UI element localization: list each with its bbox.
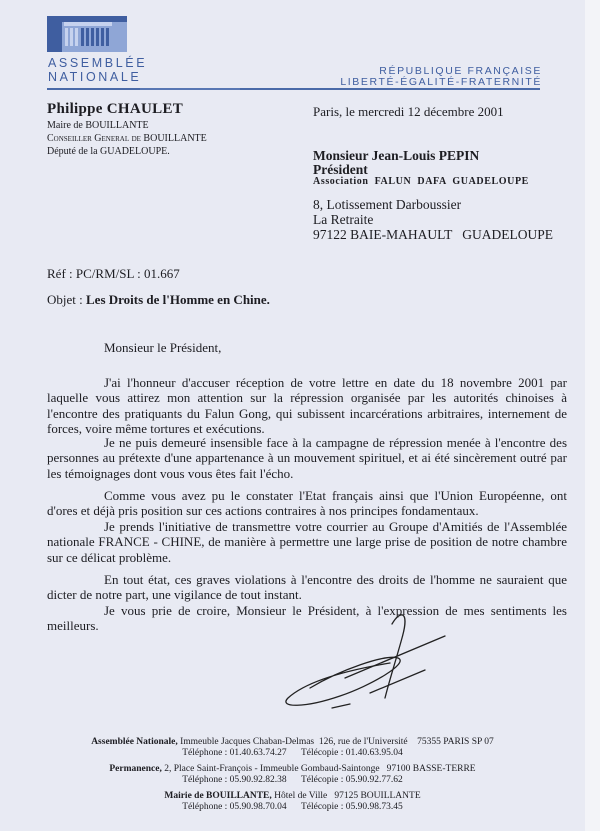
footer-address: Hôtel de Ville 97125 BOUILLANTE (271, 791, 421, 801)
recipient-address-1: 8, Lotissement Darboussier (313, 197, 462, 212)
footer-label: Mairie de BOUILLANTE, (164, 791, 272, 801)
sender-name: Philippe CHAULET (47, 101, 184, 117)
footer-label: Assemblée Nationale, (91, 737, 178, 747)
page-edge (585, 0, 600, 831)
handwritten-signature (250, 608, 470, 718)
header-rule-right (340, 88, 540, 90)
salutation: Monsieur le Président, (104, 340, 222, 355)
logo-text-line2: NATIONALE (48, 70, 142, 84)
paragraph-4: Je prends l'initiative de transmettre votre courrier au Groupe d'Amitiés de l'Assemblée nationale FRANCE - CHINE, de manière à permettre une large prise de position de notre chambre sur ce délicat problème. (47, 519, 567, 565)
footer-phone: Téléphone : 01.40.63.74.27 (182, 748, 287, 758)
paragraph-6: Je vous prie de croire, Monsieur le Président, à l'expression de mes sentiments les meilleurs. (47, 603, 567, 634)
footer-phone: Téléphone : 05.90.92.82.38 (182, 775, 287, 785)
footer-fax: Télécopie : 01.40.63.95.04 (300, 748, 403, 758)
republique-francaise: RÉPUBLIQUE FRANÇAISE (379, 65, 542, 77)
footer-assemblee (0, 737, 585, 759)
paragraph-1: J'ai l'honneur d'accuser réception de votre lettre en date du 18 novembre 2001 par laquelle vous attirez mon attention sur la répression organisée par les autorités chinoises à l'encontre des pratiquants du Falun Gong, qui subissent incarcérations arbitraires, internement de forces, voire même tortures et exécutions. (47, 375, 567, 437)
sender-title-2: Conseiller General de BOUILLANTE (47, 133, 207, 144)
recipient-association: Association FALUN DAFA GUADELOUPE (313, 176, 529, 187)
subject: Les Droits de l'Homme en Chine. (86, 292, 270, 307)
footer-address: 2, Place Saint-François - Immeuble Gombaud-Saintonge 97100 BASSE-TERRE (161, 764, 476, 774)
recipient-address-3: 97122 BAIE-MAHAULT GUADELOUPE (313, 227, 553, 242)
footer-permanence (0, 764, 585, 786)
footer-phone: Téléphone : 05.90.98.70.04 (182, 802, 287, 812)
paragraph-5: En tout état, ces graves violations à l'encontre des droits de l'homme ne sauraient que dicter de notre part, une vigilance de tout instant. (47, 572, 567, 603)
reference: Réf : PC/RM/SL : 01.667 (47, 266, 180, 281)
footer-fax: Télécopie : 05.90.92.77.62 (300, 775, 403, 785)
sender-title-1: Maire de BOUILLANTE (47, 120, 149, 131)
subject-line (47, 292, 270, 308)
date-line: Paris, le mercredi 12 décembre 2001 (313, 104, 504, 119)
header-rule-mid2 (240, 88, 340, 90)
footer-address: Immeuble Jacques Chaban-Delmas 126, rue de l'Université 75355 PARIS SP 07 (177, 737, 494, 747)
footer-mairie (0, 791, 585, 813)
logo-text-line1: ASSEMBLÉE (48, 56, 148, 70)
paragraph-2: Je ne puis demeuré insensible face à la campagne de répression menée à l'encontre des personnes au prétexte d'une appartenance à un mouvement spirituel, et ai été sincèrement outré par les témoignages dont vous vous êtes fait l'écho. (47, 435, 567, 481)
paragraph-3: Comme vous avez pu le constater l'Etat français ainsi que l'Union Européenne, ont d'ores et déjà pris position sur ces actions contraires à nos principes fondamentaux. (47, 488, 567, 519)
recipient-address-2: La Retraite (313, 212, 374, 227)
footer-fax: Télécopie : 05.90.98.73.45 (300, 802, 403, 812)
recipient-name: Monsieur Jean-Louis PEPIN (313, 148, 480, 163)
recipient-title: Président (313, 162, 368, 177)
sender-title-3: Député de la GUADELOUPE. (47, 146, 170, 157)
liberte-egalite-fraternite: LIBERTÉ-ÉGALITÉ-FRATERNITÉ (340, 76, 542, 88)
subject-label: Objet : (47, 292, 86, 307)
header-rule-left (47, 88, 140, 90)
footer-label: Permanence, (109, 764, 162, 774)
header-rule-mid (140, 88, 240, 90)
assemblee-nationale-logo-icon (47, 16, 127, 52)
